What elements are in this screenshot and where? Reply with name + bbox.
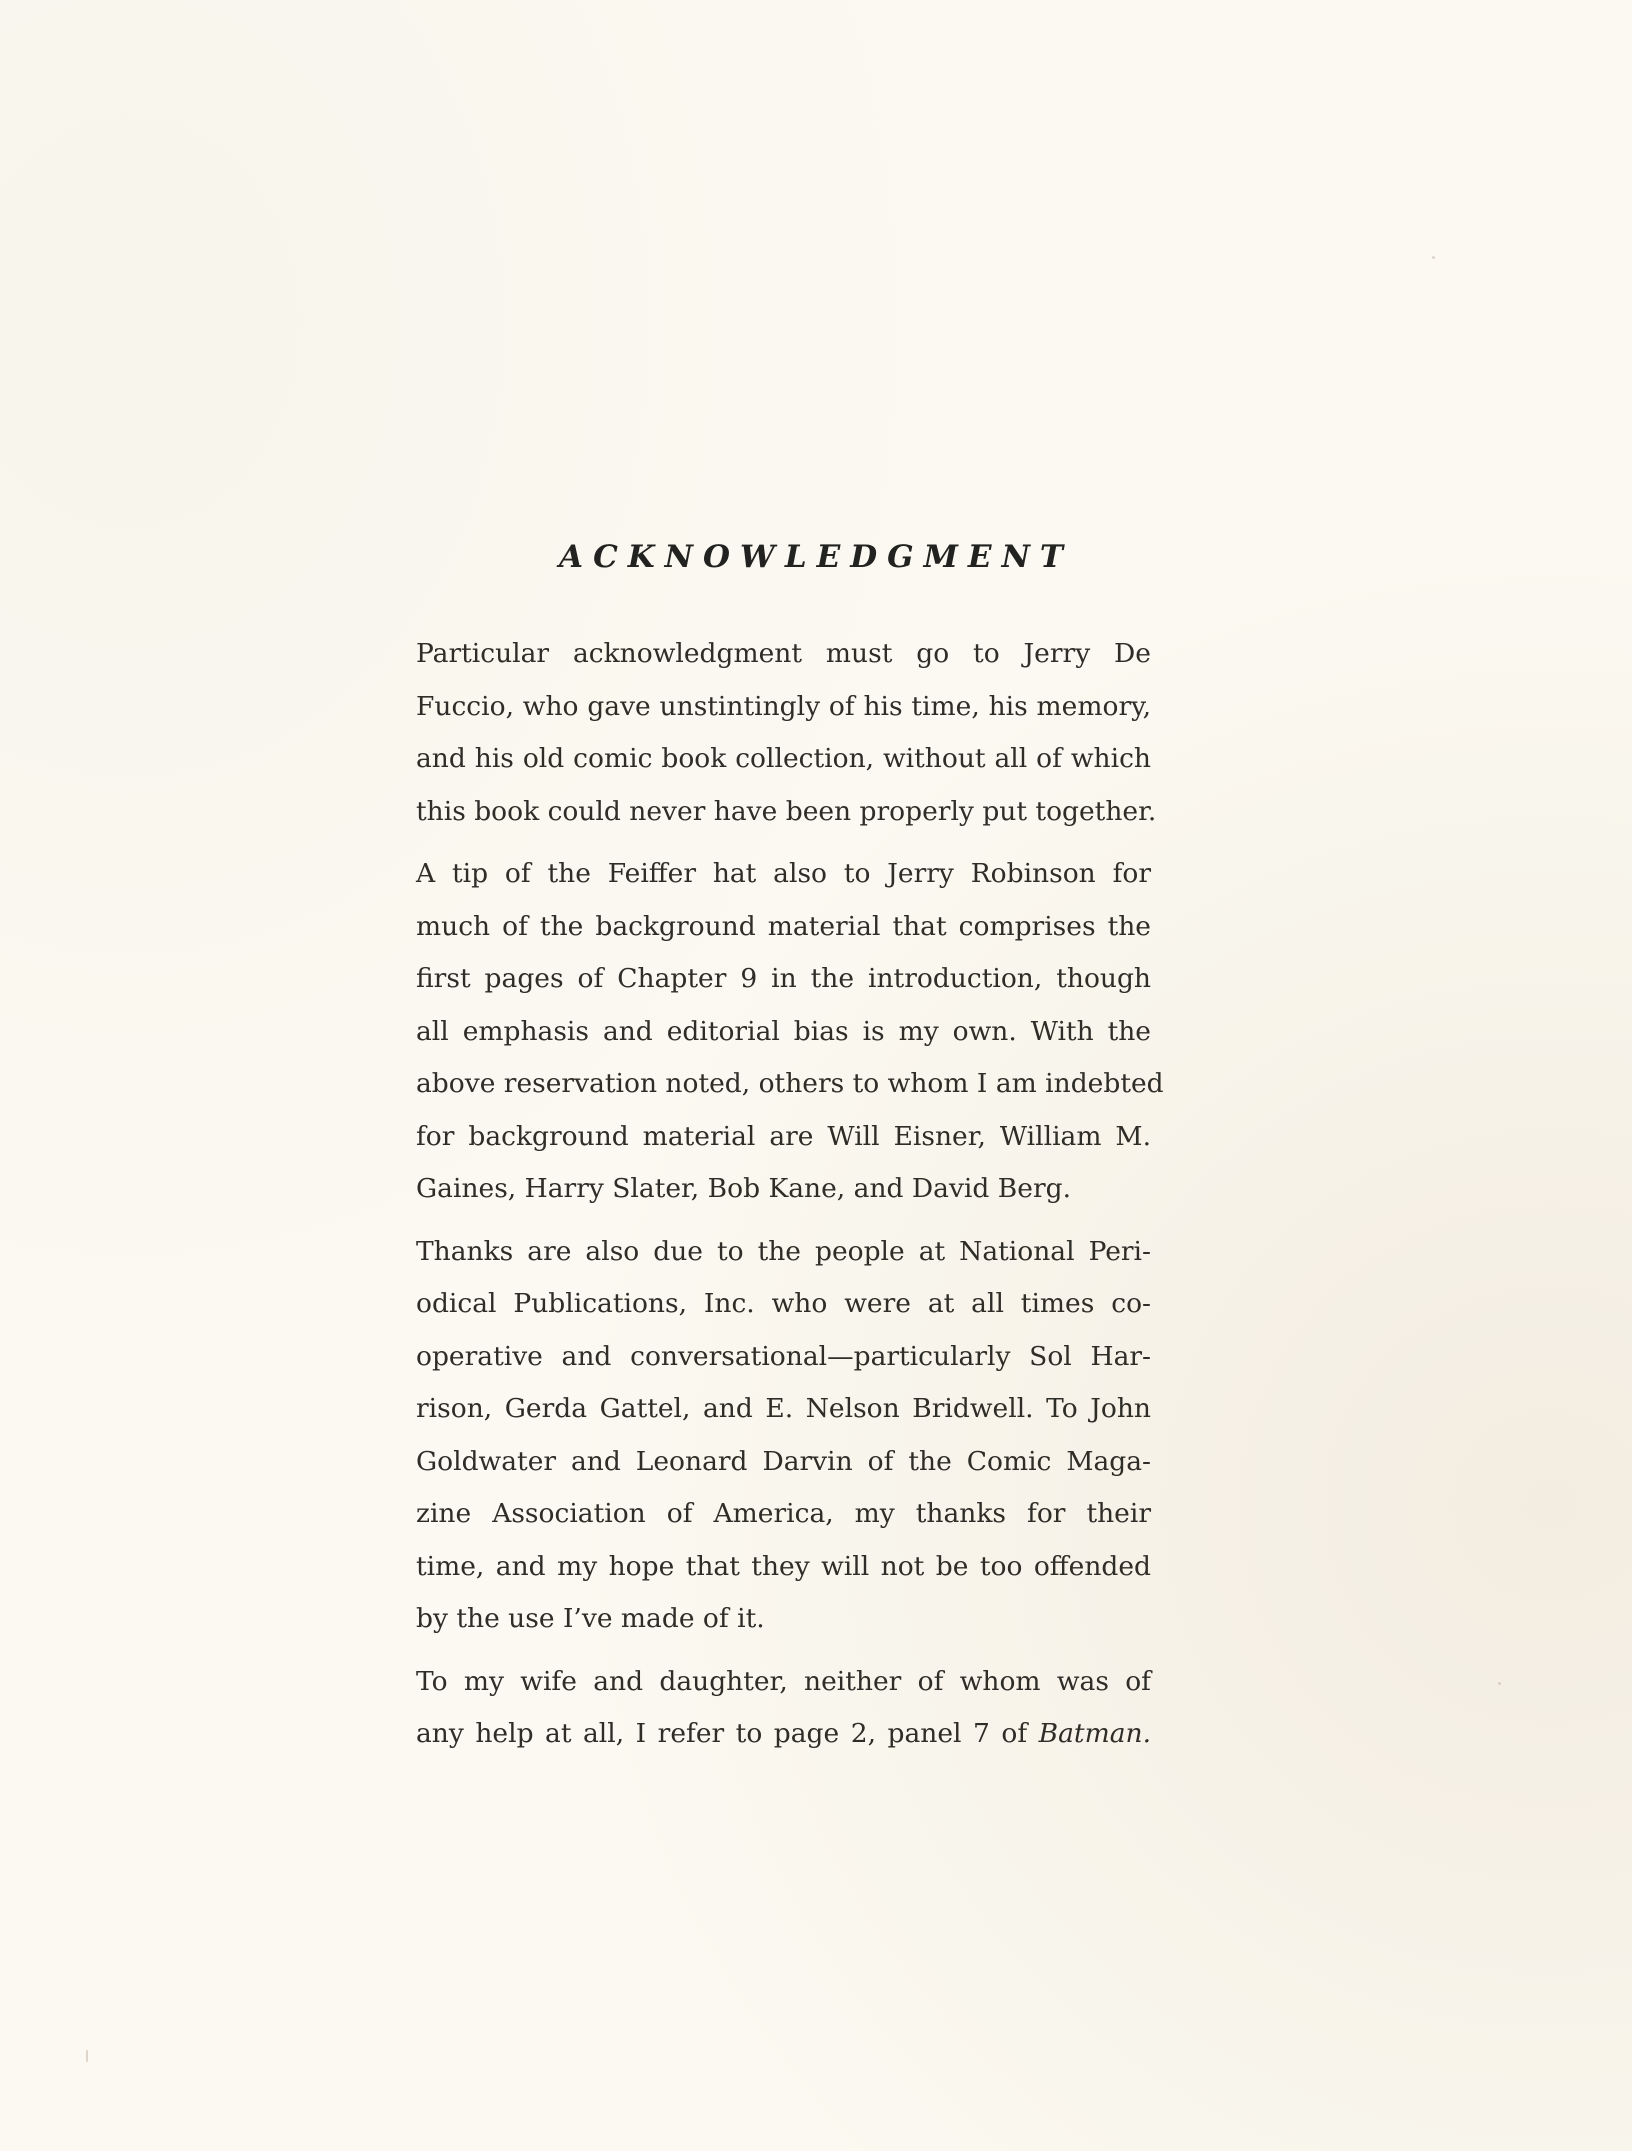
text-line: A tip of the Feiffer hat also to Jerry Robinson for <box>416 858 1151 889</box>
text-line: time, and my hope that they will not be too offended <box>416 1550 1151 1582</box>
text-line: zine Association of America, my thanks for their <box>416 1498 1151 1529</box>
paper-speck <box>86 2050 88 2062</box>
text-line: much of the background material that comprises the <box>416 910 1151 942</box>
text-line: above reservation noted, others to whom I am indebted <box>416 1068 1164 1099</box>
paragraph-2 <box>416 848 1164 1216</box>
text-line: this book could never have been properly put together. <box>416 795 1157 827</box>
text-line: and his old comic book collection, without all of which <box>416 743 1151 774</box>
text-line: Goldwater and Leonard Darvin of the Comic Maga- <box>416 1445 1151 1477</box>
text-line: odical Publications, Inc. who were at all times co- <box>416 1288 1151 1319</box>
paper-speck <box>1498 1682 1501 1685</box>
paper-speck <box>1432 256 1435 259</box>
text-line: Fuccio, who gave unstintingly of his time, his memory, <box>416 690 1151 722</box>
text-line: To my wife and daughter, neither of whom was of <box>416 1665 1151 1697</box>
text-line: all emphasis and editorial bias is my own. With the <box>416 1015 1151 1047</box>
text-line: by the use I’ve made of it. <box>416 1603 765 1634</box>
page-title: ACKNOWLEDGMENT <box>559 539 1073 575</box>
text-line: Particular acknowledgment must go to Jerry De <box>416 638 1151 669</box>
text-fragment: any help at all, I refer to page 2, panel 7 of <box>416 1718 1039 1749</box>
acknowledgment-body <box>416 628 1164 1771</box>
text-line-final <box>416 1708 1151 1761</box>
text-line: Thanks are also due to the people at National Peri- <box>416 1235 1151 1267</box>
text-line: rison, Gerda Gattel, and E. Nelson Bridwell. To John <box>416 1393 1151 1424</box>
paragraph-4 <box>416 1656 1151 1761</box>
text-line: Gaines, Harry Slater, Bob Kane, and David Berg. <box>416 1173 1071 1204</box>
book-title-batman: Batman. <box>1038 1718 1151 1749</box>
paragraph-1 <box>416 628 1157 838</box>
paragraph-3 <box>416 1226 1151 1646</box>
text-line: for background material are Will Eisner, William M. <box>416 1120 1151 1152</box>
text-line: operative and conversational—particularly Sol Har- <box>416 1340 1151 1372</box>
text-line: first pages of Chapter 9 in the introduction, though <box>416 963 1151 994</box>
